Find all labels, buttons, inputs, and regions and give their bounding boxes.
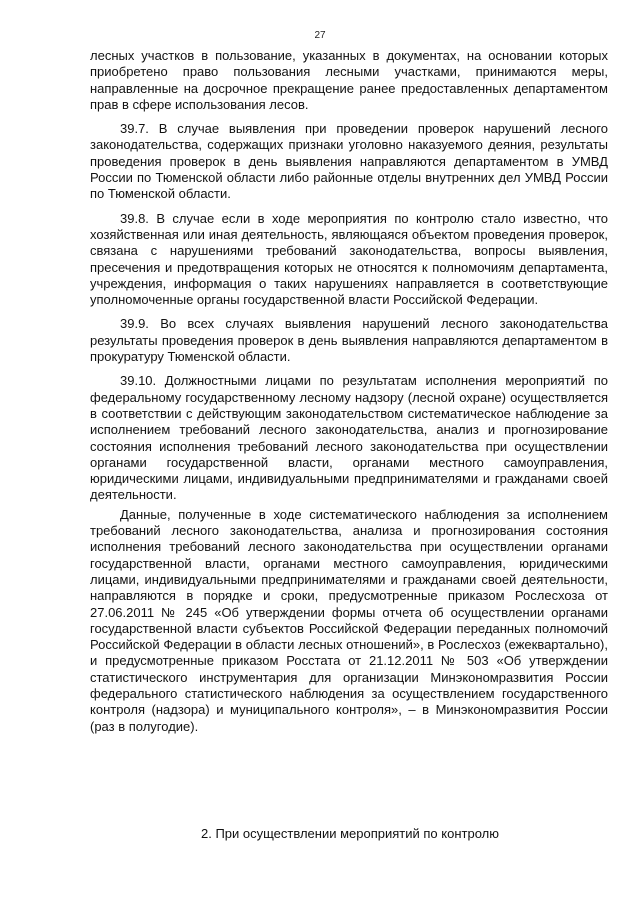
paragraph-39-10: 39.10. Должностными лицами по результатам исполнения мероприятий по федеральному государственному лесному надзору (лесной охране) осуществляется в соответствии с действующим законодательством систематическое наблюдение за исполнением требований лесного законодательства, анализ и прогнозирование состояния исполнения требований лесного законодательства при осуществлении органами государственной власти, органами местного самоуправления, юридическими лицами, индивидуальными предпринимателями и гражданами своей деятельности.: [90, 373, 608, 503]
paragraph-39-9: 39.9. Во всех случаях выявления нарушений лесного законодательства результаты проведения проверок в день выявления направляются департаментом в прокуратуру Тюменской области.: [90, 316, 608, 365]
section-heading: 2. При осуществлении мероприятий по контролю: [201, 826, 499, 841]
document-body: [90, 48, 608, 743]
paragraph-data-reporting: Данные, полученные в ходе систематического наблюдения за исполнением требований лесного законодательства, анализа и прогнозирования состояния исполнения требований лесного законодательства при осуществлении органами государственной власти, органами местного самоуправления, юридическими лицами, индивидуальными предпринимателями и гражданами своей деятельности, направляются в порядке и сроки, предусмотренные приказом Рослесхоза от 27.06.2011 № 245 «Об утверждении формы отчета об осуществлении органами государственной власти субъектов Российской Федерации переданных полномочий Российской Федерации в области лесных отношений», в Рослесхоз (ежеквартально), и предусмотренные приказом Росстата от 21.12.2011 № 503 «Об утверждении статистического инструментария для организации Минэкономразвития России федерального статистического наблюдения за осуществлением государственного контроля (надзора) и муниципального контроля», – в Минэкономразвития России (раз в полугодие).: [90, 506, 608, 734]
paragraph-39-7: 39.7. В случае выявления при проведении проверок нарушений лесного законодательства, содержащих признаки уголовно наказуемого деяния, результаты проведения проверок в день выявления направляются департаментом в УМВД России по Тюменской области либо районные отделы внутренних дел УМВД России по Тюменской области.: [90, 121, 608, 202]
paragraph-39-8: 39.8. В случае если в ходе мероприятия по контролю стало известно, что хозяйственная или иная деятельность, являющаяся объектом проведения проверок, связана с нарушениями требований законодательства, вопросы выявления, пресечения и предотвращения которых не относятся к полномочиям департамента, учреждения, информация о таких нарушениях направляется в соответствующие уполномоченные органы государственной власти Российской Федерации.: [90, 210, 608, 308]
paragraph-continuation: лесных участков в пользование, указанных в документах, на основании которых приобретено право пользования лесными участками, принимаются меры, направленные на досрочное прекращение ранее предоставленных департаментом прав в сфере использования лесов.: [90, 48, 608, 112]
page-number: 27: [314, 30, 326, 41]
